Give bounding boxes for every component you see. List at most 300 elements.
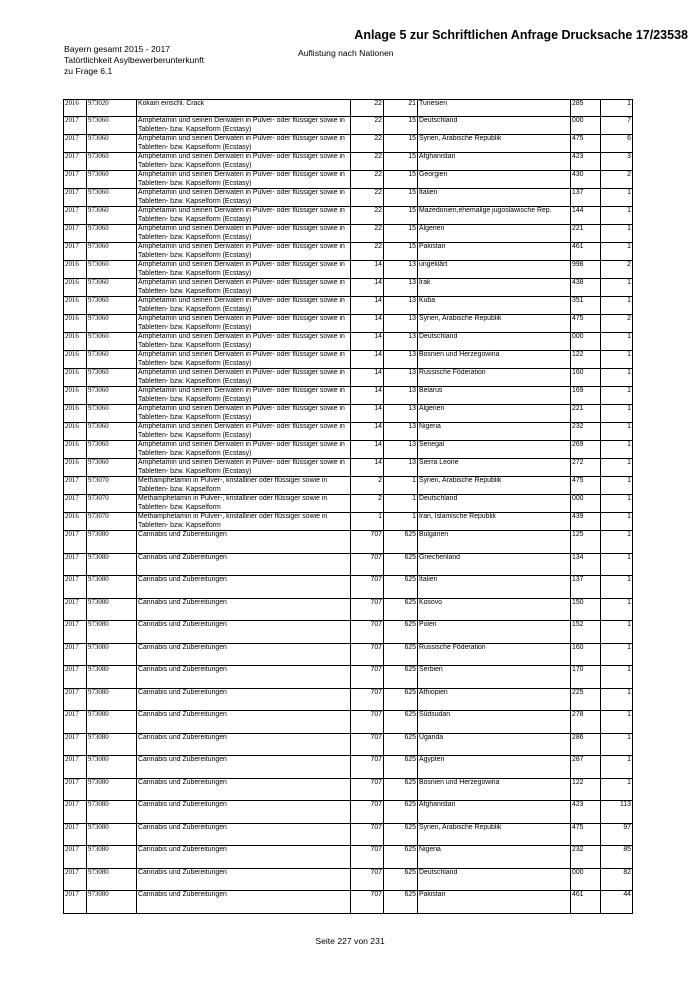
crime-code-cell: 973080: [87, 778, 137, 801]
case-count-cell: 14: [351, 387, 384, 405]
year-cell: 2017: [64, 495, 87, 513]
suspect-count-cell: 13: [384, 459, 418, 477]
crime-code-cell: 973080: [87, 621, 137, 644]
crime-description-cell: Amphetamin und seinen Derivaten in Pulver- oder flüssiger sowie in Tabletten- bzw. Kapselform (Ecstasy): [137, 279, 351, 297]
crime-description-cell: Amphetamin und seinen Derivaten in Pulver- oder flüssiger sowie in Tabletten- bzw. Kapselform (Ecstasy): [137, 423, 351, 441]
crime-description-cell: Cannabis und Zubereitungen: [137, 891, 351, 914]
nationality-cell: Kosovo: [418, 598, 571, 621]
case-count-cell: 22: [351, 117, 384, 135]
nationality-code-cell: 122: [571, 351, 601, 369]
nationality-cell: Südsudan: [418, 711, 571, 734]
year-cell: 2017: [64, 553, 87, 576]
crime-code-cell: 973070: [87, 495, 137, 513]
report-meta: [64, 44, 204, 77]
crime-description-cell: Cannabis und Zubereitungen: [137, 531, 351, 554]
nationality-cell: Algerien: [418, 225, 571, 243]
suspect-count-cell: 625: [384, 733, 418, 756]
suspect-count-cell: 1: [384, 477, 418, 495]
crime-description-cell: Cannabis und Zubereitungen: [137, 733, 351, 756]
count-cell: 1: [601, 711, 633, 734]
case-count-cell: 22: [351, 207, 384, 225]
table-row: [64, 135, 633, 153]
suspect-count-cell: 15: [384, 117, 418, 135]
page-number: Seite 227 von 231: [315, 936, 385, 946]
count-cell: 1: [601, 778, 633, 801]
count-cell: 1: [601, 405, 633, 423]
case-count-cell: 707: [351, 643, 384, 666]
nationality-code-cell: 137: [571, 576, 601, 599]
crime-code-cell: 973060: [87, 351, 137, 369]
crime-code-cell: 973080: [87, 688, 137, 711]
nationality-cell: Pakistan: [418, 243, 571, 261]
year-cell: 2017: [64, 846, 87, 869]
suspect-count-cell: 1: [384, 495, 418, 513]
count-cell: 97: [601, 823, 633, 846]
crime-code-cell: 973020: [87, 100, 137, 117]
case-count-cell: 22: [351, 189, 384, 207]
case-count-cell: 707: [351, 576, 384, 599]
crime-description-cell: Cannabis und Zubereitungen: [137, 801, 351, 824]
crime-description-cell: Amphetamin und seinen Derivaten in Pulver- oder flüssiger sowie in Tabletten- bzw. Kapselform (Ecstasy): [137, 441, 351, 459]
table-row: [64, 778, 633, 801]
crime-description-cell: Amphetamin und seinen Derivaten in Pulver- oder flüssiger sowie in Tabletten- bzw. Kapselform (Ecstasy): [137, 405, 351, 423]
crime-code-cell: 973060: [87, 207, 137, 225]
year-cell: 2017: [64, 207, 87, 225]
crime-code-cell: 973080: [87, 711, 137, 734]
crime-description-cell: Amphetamin und seinen Derivaten in Pulver- oder flüssiger sowie in Tabletten- bzw. Kapselform (Ecstasy): [137, 261, 351, 279]
crime-description-cell: Amphetamin und seinen Derivaten in Pulver- oder flüssiger sowie in Tabletten- bzw. Kapselform (Ecstasy): [137, 387, 351, 405]
case-count-cell: 14: [351, 369, 384, 387]
document-subtitle: Auflistung nach Nationen: [298, 48, 394, 58]
count-cell: 1: [601, 598, 633, 621]
crime-code-cell: 973060: [87, 459, 137, 477]
year-cell: 2016: [64, 297, 87, 315]
count-cell: 44: [601, 891, 633, 914]
crime-description-cell: Amphetamin und seinen Derivaten in Pulver- oder flüssiger sowie in Tabletten- bzw. Kapselform (Ecstasy): [137, 135, 351, 153]
meta-line-question: zu Frage 6.1: [64, 66, 113, 76]
case-count-cell: 707: [351, 598, 384, 621]
case-count-cell: 22: [351, 135, 384, 153]
year-cell: 2016: [64, 405, 87, 423]
table-row: [64, 171, 633, 189]
crime-code-cell: 973060: [87, 135, 137, 153]
suspect-count-cell: 15: [384, 207, 418, 225]
nationality-cell: Italien: [418, 576, 571, 599]
nationality-cell: Nigeria: [418, 423, 571, 441]
count-cell: 2: [601, 171, 633, 189]
nationality-code-cell: 221: [571, 405, 601, 423]
nationality-code-cell: 000: [571, 868, 601, 891]
year-cell: 2017: [64, 598, 87, 621]
case-count-cell: 14: [351, 405, 384, 423]
meta-line-region: Bayern gesamt 2015 - 2017: [64, 44, 171, 54]
suspect-count-cell: 13: [384, 369, 418, 387]
table-row: [64, 369, 633, 387]
nationality-code-cell: 000: [571, 333, 601, 351]
count-cell: 1: [601, 423, 633, 441]
suspect-count-cell: 625: [384, 531, 418, 554]
year-cell: 2016: [64, 387, 87, 405]
year-cell: 2017: [64, 621, 87, 644]
count-cell: 1: [601, 333, 633, 351]
count-cell: 7: [601, 117, 633, 135]
suspect-count-cell: 625: [384, 891, 418, 914]
case-count-cell: 14: [351, 333, 384, 351]
crime-code-cell: 973060: [87, 333, 137, 351]
suspect-count-cell: 1: [384, 513, 418, 531]
count-cell: 1: [601, 225, 633, 243]
nationality-cell: Pakistan: [418, 891, 571, 914]
nationality-code-cell: 423: [571, 153, 601, 171]
year-cell: 2017: [64, 711, 87, 734]
nationality-cell: Russische Föderation: [418, 369, 571, 387]
crime-description-cell: Cannabis und Zubereitungen: [137, 846, 351, 869]
suspect-count-cell: 625: [384, 598, 418, 621]
count-cell: 1: [601, 495, 633, 513]
count-cell: 1: [601, 666, 633, 689]
case-count-cell: 707: [351, 711, 384, 734]
crime-code-cell: 973060: [87, 243, 137, 261]
nationality-cell: Griechenland: [418, 553, 571, 576]
nationality-cell: Tunesien: [418, 100, 571, 117]
suspect-count-cell: 625: [384, 756, 418, 779]
crime-description-cell: Methamphetamin in Pulver-, kristalliner oder flüssiger sowie in Tabletten- bzw. Kapselform: [137, 477, 351, 495]
suspect-count-cell: 625: [384, 823, 418, 846]
crime-description-cell: Cannabis und Zubereitungen: [137, 598, 351, 621]
year-cell: 2016: [64, 441, 87, 459]
suspect-count-cell: 15: [384, 189, 418, 207]
year-cell: 2017: [64, 733, 87, 756]
year-cell: 2017: [64, 666, 87, 689]
crime-description-cell: Amphetamin und seinen Derivaten in Pulver- oder flüssiger sowie in Tabletten- bzw. Kapselform (Ecstasy): [137, 207, 351, 225]
year-cell: 2017: [64, 153, 87, 171]
nationality-code-cell: 269: [571, 441, 601, 459]
document-title: Anlage 5 zur Schriftlichen Anfrage Drucksache 17/23538: [354, 28, 688, 42]
count-cell: 1: [601, 477, 633, 495]
case-count-cell: 14: [351, 423, 384, 441]
year-cell: 2016: [64, 315, 87, 333]
table-row: [64, 100, 633, 117]
nationality-code-cell: 000: [571, 495, 601, 513]
count-cell: 1: [601, 531, 633, 554]
table-row: [64, 207, 633, 225]
case-count-cell: 707: [351, 891, 384, 914]
crime-code-cell: 973080: [87, 756, 137, 779]
crime-description-cell: Cannabis und Zubereitungen: [137, 643, 351, 666]
nationality-code-cell: 122: [571, 778, 601, 801]
case-count-cell: 707: [351, 531, 384, 554]
year-cell: 2017: [64, 778, 87, 801]
count-cell: 1: [601, 369, 633, 387]
table-row: [64, 531, 633, 554]
crime-code-cell: 973060: [87, 225, 137, 243]
crime-description-cell: Kokain einschl. Crack: [137, 100, 351, 117]
suspect-count-cell: 13: [384, 351, 418, 369]
crime-description-cell: Amphetamin und seinen Derivaten in Pulver- oder flüssiger sowie in Tabletten- bzw. Kapselform (Ecstasy): [137, 171, 351, 189]
nationality-cell: Syrien, Arabische Republik: [418, 135, 571, 153]
crime-code-cell: 973070: [87, 477, 137, 495]
nationality-code-cell: 160: [571, 643, 601, 666]
case-count-cell: 707: [351, 801, 384, 824]
count-cell: 1: [601, 189, 633, 207]
table-row: [64, 711, 633, 734]
table-row: [64, 495, 633, 513]
table-row: [64, 553, 633, 576]
case-count-cell: 14: [351, 459, 384, 477]
case-count-cell: 707: [351, 553, 384, 576]
nationality-code-cell: 423: [571, 801, 601, 824]
suspect-count-cell: 625: [384, 711, 418, 734]
crime-code-cell: 973080: [87, 891, 137, 914]
nationality-code-cell: 475: [571, 823, 601, 846]
year-cell: 2017: [64, 823, 87, 846]
crime-description-cell: Amphetamin und seinen Derivaten in Pulver- oder flüssiger sowie in Tabletten- bzw. Kapselform (Ecstasy): [137, 117, 351, 135]
nationality-code-cell: 475: [571, 477, 601, 495]
nationality-cell: Nigeria: [418, 846, 571, 869]
nationality-cell: Deutschland: [418, 495, 571, 513]
table-row: [64, 598, 633, 621]
crime-code-cell: 973080: [87, 666, 137, 689]
table-row: [64, 688, 633, 711]
case-count-cell: 2: [351, 477, 384, 495]
suspect-count-cell: 625: [384, 868, 418, 891]
nationality-cell: Deutschland: [418, 333, 571, 351]
crime-code-cell: 973060: [87, 171, 137, 189]
year-cell: 2017: [64, 117, 87, 135]
case-count-cell: 707: [351, 846, 384, 869]
nationality-code-cell: 232: [571, 846, 601, 869]
crime-code-cell: 973080: [87, 531, 137, 554]
year-cell: 2016: [64, 369, 87, 387]
table-row: [64, 351, 633, 369]
crime-description-cell: Cannabis und Zubereitungen: [137, 576, 351, 599]
table-row: [64, 868, 633, 891]
year-cell: 2016: [64, 423, 87, 441]
case-count-cell: 707: [351, 733, 384, 756]
crime-code-cell: 973080: [87, 733, 137, 756]
crime-code-cell: 973060: [87, 153, 137, 171]
suspect-count-cell: 625: [384, 846, 418, 869]
year-cell: 2017: [64, 225, 87, 243]
nationality-code-cell: 461: [571, 243, 601, 261]
page-footer: [0, 936, 700, 946]
crime-code-cell: 973060: [87, 441, 137, 459]
nationality-code-cell: 150: [571, 598, 601, 621]
nationality-cell: Senegal: [418, 441, 571, 459]
year-cell: 2017: [64, 243, 87, 261]
count-cell: 1: [601, 243, 633, 261]
table-row: [64, 423, 633, 441]
crime-description-cell: Amphetamin und seinen Derivaten in Pulver- oder flüssiger sowie in Tabletten- bzw. Kapselform (Ecstasy): [137, 315, 351, 333]
case-count-cell: 707: [351, 756, 384, 779]
table-row: [64, 189, 633, 207]
table-row: [64, 733, 633, 756]
crime-code-cell: 973060: [87, 315, 137, 333]
nationality-code-cell: 475: [571, 315, 601, 333]
table-row: [64, 477, 633, 495]
crime-code-cell: 973060: [87, 405, 137, 423]
count-cell: 1: [601, 351, 633, 369]
year-cell: 2016: [64, 513, 87, 531]
nationality-cell: Uganda: [418, 733, 571, 756]
crime-code-cell: 973060: [87, 369, 137, 387]
crime-code-cell: 973060: [87, 117, 137, 135]
crime-code-cell: 973060: [87, 261, 137, 279]
suspect-count-cell: 625: [384, 576, 418, 599]
count-cell: 1: [601, 576, 633, 599]
nationality-code-cell: 439: [571, 513, 601, 531]
crime-code-cell: 973060: [87, 387, 137, 405]
crime-description-cell: Amphetamin und seinen Derivaten in Pulver- oder flüssiger sowie in Tabletten- bzw. Kapselform (Ecstasy): [137, 369, 351, 387]
nationality-cell: Polen: [418, 621, 571, 644]
nationality-code-cell: 287: [571, 756, 601, 779]
nationality-code-cell: 152: [571, 621, 601, 644]
count-cell: 1: [601, 513, 633, 531]
year-cell: 2017: [64, 531, 87, 554]
year-cell: 2016: [64, 100, 87, 117]
nationality-code-cell: 169: [571, 387, 601, 405]
table-row: [64, 333, 633, 351]
crime-description-cell: Cannabis und Zubereitungen: [137, 621, 351, 644]
suspect-count-cell: 15: [384, 135, 418, 153]
nationality-code-cell: 430: [571, 171, 601, 189]
meta-line-location: Tatörtlichkeit Asylbewerberunterkunft: [64, 55, 204, 65]
nationality-cell: Sierra Leone: [418, 459, 571, 477]
nationality-code-cell: 998: [571, 261, 601, 279]
table-row: [64, 405, 633, 423]
nationality-code-cell: 278: [571, 711, 601, 734]
nationality-cell: Afghanistan: [418, 153, 571, 171]
nationality-cell: Russische Föderation: [418, 643, 571, 666]
nationality-code-cell: 221: [571, 225, 601, 243]
crime-code-cell: 973080: [87, 846, 137, 869]
crime-description-cell: Cannabis und Zubereitungen: [137, 553, 351, 576]
case-count-cell: 14: [351, 261, 384, 279]
crime-description-cell: Cannabis und Zubereitungen: [137, 688, 351, 711]
year-cell: 2017: [64, 477, 87, 495]
suspect-count-cell: 625: [384, 643, 418, 666]
suspect-count-cell: 625: [384, 778, 418, 801]
crime-code-cell: 973060: [87, 423, 137, 441]
count-cell: 1: [601, 441, 633, 459]
data-table: [63, 99, 633, 914]
case-count-cell: 707: [351, 778, 384, 801]
count-cell: 1: [601, 621, 633, 644]
crime-code-cell: 973080: [87, 868, 137, 891]
nationality-cell: Syrien, Arabische Republik: [418, 823, 571, 846]
case-count-cell: 707: [351, 666, 384, 689]
year-cell: 2017: [64, 576, 87, 599]
year-cell: 2017: [64, 643, 87, 666]
nationality-cell: Irak: [418, 279, 571, 297]
crime-code-cell: 973060: [87, 189, 137, 207]
table-row: [64, 225, 633, 243]
crime-code-cell: 973080: [87, 576, 137, 599]
nationality-code-cell: 137: [571, 189, 601, 207]
count-cell: 6: [601, 135, 633, 153]
year-cell: 2016: [64, 279, 87, 297]
nationality-cell: Syrien, Arabische Republik: [418, 315, 571, 333]
case-count-cell: 14: [351, 315, 384, 333]
crime-description-cell: Cannabis und Zubereitungen: [137, 868, 351, 891]
nationality-code-cell: 351: [571, 297, 601, 315]
count-cell: 1: [601, 207, 633, 225]
table-row: [64, 243, 633, 261]
crime-description-cell: Amphetamin und seinen Derivaten in Pulver- oder flüssiger sowie in Tabletten- bzw. Kapselform (Ecstasy): [137, 333, 351, 351]
nationality-cell: Iran, Islamische Republik: [418, 513, 571, 531]
nationality-cell: Serbien: [418, 666, 571, 689]
nationality-code-cell: 144: [571, 207, 601, 225]
suspect-count-cell: 13: [384, 441, 418, 459]
table-row: [64, 459, 633, 477]
count-cell: 2: [601, 261, 633, 279]
year-cell: 2016: [64, 351, 87, 369]
nationality-cell: Bulgarien: [418, 531, 571, 554]
crime-code-cell: 973060: [87, 297, 137, 315]
table-row: [64, 643, 633, 666]
nationality-cell: Bosnien und Herzegowina: [418, 351, 571, 369]
table-row: [64, 441, 633, 459]
year-cell: 2017: [64, 189, 87, 207]
suspect-count-cell: 15: [384, 153, 418, 171]
year-cell: 2017: [64, 868, 87, 891]
case-count-cell: 22: [351, 225, 384, 243]
table-row: [64, 576, 633, 599]
case-count-cell: 707: [351, 823, 384, 846]
suspect-count-cell: 15: [384, 171, 418, 189]
nationality-cell: Mazedonien,ehemalige jugoslawische Rep.: [418, 207, 571, 225]
table-row: [64, 891, 633, 914]
count-cell: 1: [601, 387, 633, 405]
crime-description-cell: Amphetamin und seinen Derivaten in Pulver- oder flüssiger sowie in Tabletten- bzw. Kapselform (Ecstasy): [137, 189, 351, 207]
crime-description-cell: Cannabis und Zubereitungen: [137, 778, 351, 801]
suspect-count-cell: 13: [384, 333, 418, 351]
crime-description-cell: Amphetamin und seinen Derivaten in Pulver- oder flüssiger sowie in Tabletten- bzw. Kapselform (Ecstasy): [137, 225, 351, 243]
nationality-code-cell: 125: [571, 531, 601, 554]
nationality-cell: Kuba: [418, 297, 571, 315]
nationality-cell: Deutschland: [418, 117, 571, 135]
suspect-count-cell: 13: [384, 387, 418, 405]
table-row: [64, 117, 633, 135]
suspect-count-cell: 15: [384, 225, 418, 243]
count-cell: 113: [601, 801, 633, 824]
year-cell: 2016: [64, 261, 87, 279]
crime-code-cell: 973080: [87, 553, 137, 576]
count-cell: 85: [601, 846, 633, 869]
case-count-cell: 2: [351, 495, 384, 513]
nationality-code-cell: 461: [571, 891, 601, 914]
crime-code-cell: 973070: [87, 513, 137, 531]
crime-description-cell: Methamphetamin in Pulver-, kristalliner oder flüssiger sowie in Tabletten- bzw. Kapselform: [137, 495, 351, 513]
nationality-code-cell: 225: [571, 688, 601, 711]
count-cell: 1: [601, 553, 633, 576]
table-body: [64, 100, 633, 914]
nationality-cell: Deutschland: [418, 868, 571, 891]
crime-description-cell: Amphetamin und seinen Derivaten in Pulver- oder flüssiger sowie in Tabletten- bzw. Kapselform (Ecstasy): [137, 243, 351, 261]
nationality-code-cell: 286: [571, 733, 601, 756]
suspect-count-cell: 13: [384, 405, 418, 423]
crime-description-cell: Amphetamin und seinen Derivaten in Pulver- oder flüssiger sowie in Tabletten- bzw. Kapselform (Ecstasy): [137, 297, 351, 315]
table-row: [64, 153, 633, 171]
suspect-count-cell: 21: [384, 100, 418, 117]
count-cell: 1: [601, 688, 633, 711]
table-row: [64, 756, 633, 779]
crime-description-cell: Cannabis und Zubereitungen: [137, 666, 351, 689]
nationality-cell: Italien: [418, 189, 571, 207]
table-row: [64, 513, 633, 531]
crime-description-cell: Cannabis und Zubereitungen: [137, 823, 351, 846]
crime-code-cell: 973080: [87, 801, 137, 824]
